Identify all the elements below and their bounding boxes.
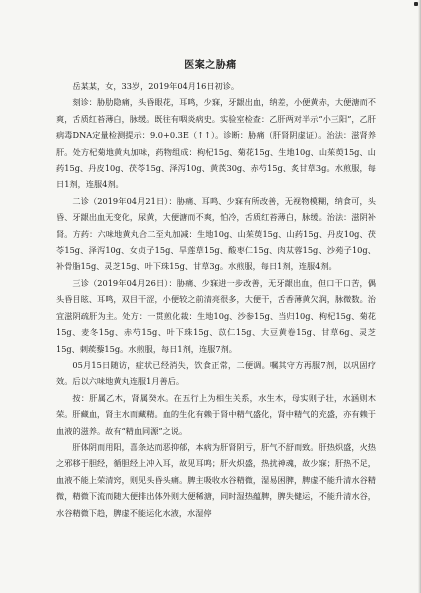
paragraph-analysis: 肝体阴而用阳，喜条达而恶抑郁，本病为肝肾阴亏，肝气不舒而致。肝热炽盛，火热之邪移于胆经，循胆经上冲入耳，故见耳鸣；肝火炽盛，热扰神魂，故少寐；肝热不足，血液不能上荣清窍，则见头昏头痛。脾主吸收水谷精微，湿易困脾，脾虚不能升清水谷精微，精微下流而随大便排出体外则大便稀溏，同时湿热蕴脾，脾失健运，不能升清水谷，水谷精微下趋，脾虚不能运化水液，水湿停 — [56, 441, 376, 518]
paragraph-third-visit: 三诊（2019年04月26日）：胁痛、少寐进一步改善，无牙龈出血，但口干口苦，偶头昏目眩、耳鸣，双目干涩，小便较之前清亮很多，大便干，舌香薄黄欠润，脉微数。治宜滋阴疏肝为主。处方：一贯煎化裁：生地10g、沙参15g、当归10g、枸杞15g、菊花15g、麦冬15g、赤芍15g、叶下珠15g、苡仁15g、大豆黄卷15g、甘草6g、灵芝15g、刺蒺藜15g。水煎服，每日1剂，连服7剂。 — [56, 277, 376, 354]
paragraph-commentary: 按：肝属乙木，肾属癸水。在五行上为相生关系，水生木，母实则子壮，水涵则木荣。肝藏血，肾主水而藏精。血的生化有赖于肾中精气盛化，肾中精气的充盛，亦有赖于血液的滋养。故有“精血同源”之说。 — [56, 392, 376, 436]
paper-mark — [414, 2, 418, 6]
paragraph-first-visit: 刻诊：胁肋隐痛，头昏眼花，耳鸣，少寐，牙龈出血，纳差，小便黄赤，大便溏而不爽，舌质红苔薄白，脉缓。既往有咽炎病史。实验室检查：乙肝两对半示“小三阳”，乙肝病毒DNA定量检测提示：9.0+0.3E（↑↑）。诊断：胁痛（肝肾阴虚证）。治法：滋肾养肝。处方杞菊地黄丸加味，药物组成：枸杞15g、菊花15g、生地10g、山茱萸15g、山药15g、丹皮10g、茯苓15g、泽泻10g、黄芪30g、赤芍15g、炙甘草3g。水煎服，每日1剂，连服4剂。 — [56, 97, 376, 190]
paragraph-patient-info: 岳某某，女，33岁，2019年04月16日初诊。 — [72, 81, 240, 91]
paragraph-follow-up: 05月15日随访，症状已经消失，饮食正常，二便调。嘱其守方再服7剂，以巩固疗效。后以六味地黄丸连服1月善后。 — [56, 359, 376, 387]
paragraph-second-visit: 二诊（2019年04月21日）：胁痛、耳鸣、少寐有所改善，无视物模糊，纳食可，头昏、牙龈出血无变化，尿黄，大便溏而不爽，怕冷，舌质红苔薄白，脉缓。治法：滋阴补肾。方药：六味地黄丸合二至丸加减：生地10g、山茱萸15g、山药15g、丹皮10g、茯苓15g、泽泻10g、女贞子15g、旱莲草15g、酸枣仁15g、肉苁蓉15g、沙苑子10g、补骨脂15g、灵芝15g、叶下珠15g、甘草3g。水煎服，每日1剂，连服4剂。 — [56, 195, 376, 272]
document-body — [56, 78, 376, 521]
document-title: 医案之胁痛 — [184, 60, 237, 71]
